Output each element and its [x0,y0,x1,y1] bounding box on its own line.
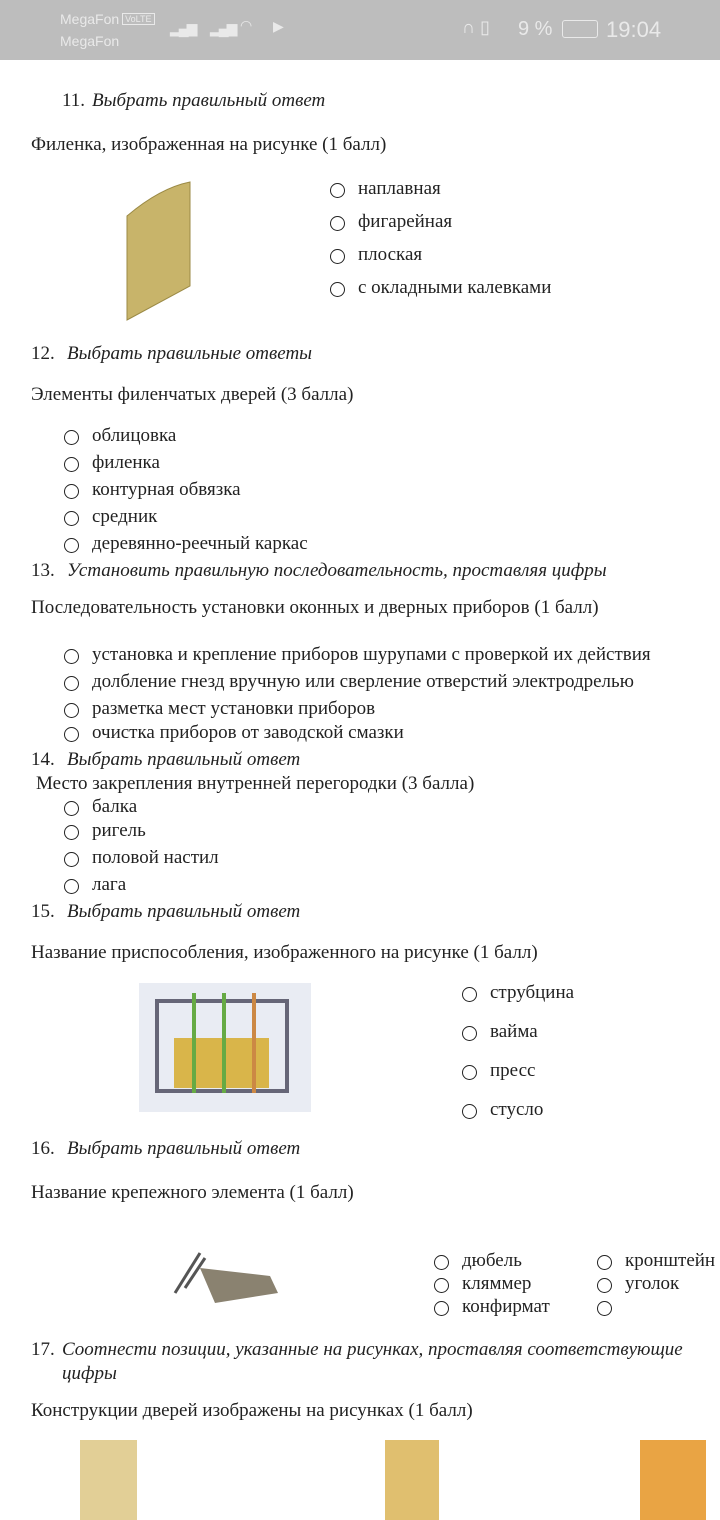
battery-icon [562,20,598,38]
battery-percent: 9 % [518,18,553,40]
wifi-icon: ◠ [240,17,253,33]
q15-option[interactable]: струбцина [490,982,575,1003]
q13-option[interactable]: разметка мест установки приборов [92,698,376,719]
q14-option[interactable]: ригель [92,820,146,841]
door-image-2 [385,1440,439,1520]
q15-option[interactable]: стусло [490,1099,544,1120]
q16-number: 16. [31,1138,55,1159]
door-image-3 [640,1440,706,1520]
q12-option[interactable]: средник [92,506,158,527]
panel-image [120,178,200,323]
q14-option[interactable]: балка [92,796,138,817]
q17-instruction: Соотнести позиции, указанные на рисунках, проставляя соответствующие цифры [62,1339,683,1384]
q16-instruction: Выбрать правильный ответ [67,1138,301,1159]
carrier-2: MegaFon [60,33,120,49]
q12-option[interactable]: контурная обвязка [92,479,241,500]
q11-instruction: Выбрать правильный ответ [92,90,326,111]
q12-instruction: Выбрать правильные ответы [67,343,313,364]
q13-instruction: Установить правильную последовательность, проставляя цифры [67,560,607,581]
signal-icon-2: ▂▄▆ [210,20,236,36]
q15-text: Название приспособления, изображенного на рисунке (1 балл) [31,942,538,963]
q11-option[interactable]: плоская [358,244,423,265]
headphones-icon: ∩ ▯ [462,17,490,37]
q13-number: 13. [31,560,55,581]
clock: 19:04 [606,17,662,42]
q14-number: 14. [31,749,55,770]
q12-text: Элементы филенчатых дверей (3 балла) [31,384,354,405]
q12-option[interactable]: облицовка [92,425,177,446]
q16-option[interactable]: уголок [625,1273,680,1294]
signal-icon: ▂▄▆ [170,20,196,36]
q11-option[interactable]: фигарейная [358,211,453,232]
q15-option[interactable]: вайма [490,1021,538,1042]
q14-option[interactable]: половой настил [92,847,219,868]
q16-option[interactable]: конфирмат [462,1296,550,1317]
q11-number: 11. [62,90,86,111]
q13-option[interactable]: установка и крепление приборов шурупами с проверкой их действия [92,644,651,665]
door-image-1 [80,1440,137,1520]
q12-option[interactable]: деревянно-реечный каркас [92,533,308,554]
q13-option[interactable]: очистка приборов от заводской смазки [92,722,404,743]
clamp-press-image [139,983,311,1112]
status-bar [0,0,720,60]
q11-option[interactable]: с окладными калевками [358,277,552,298]
q14-text: Место закрепления внутренней перегородки (3 балла) [36,773,475,794]
q15-option[interactable]: пресс [490,1060,536,1081]
volte-badge: VoLTE [122,13,154,25]
q16-option[interactable]: кронштейн [625,1250,716,1271]
q16-text: Название крепежного элемента (1 балл) [31,1182,354,1203]
q13-text: Последовательность установки оконных и дверных приборов (1 балл) [31,597,599,618]
q16-option[interactable]: кляммер [462,1273,532,1294]
q17-number: 17. [31,1339,55,1360]
carrier-1 [60,11,155,27]
q11-option[interactable]: наплавная [358,178,441,199]
q14-option[interactable]: лага [92,874,127,895]
q13-option[interactable]: долбление гнезд вручную или сверление отверстий электродрелью [92,671,634,692]
q12-option[interactable]: филенка [92,452,160,473]
q15-instruction: Выбрать правильный ответ [67,901,301,922]
carrier-1-name: MegaFon [60,11,120,27]
q15-number: 15. [31,901,55,922]
play-icon: ▶ [273,18,284,34]
q12-number: 12. [31,343,55,364]
q14-instruction: Выбрать правильный ответ [67,749,301,770]
q16-option[interactable]: дюбель [462,1250,522,1271]
klammer-image [170,1248,282,1308]
q17-text: Конструкции дверей изображены на рисунках (1 балл) [31,1400,473,1421]
q11-text: Филенка, изображенная на рисунке (1 балл) [31,134,387,155]
